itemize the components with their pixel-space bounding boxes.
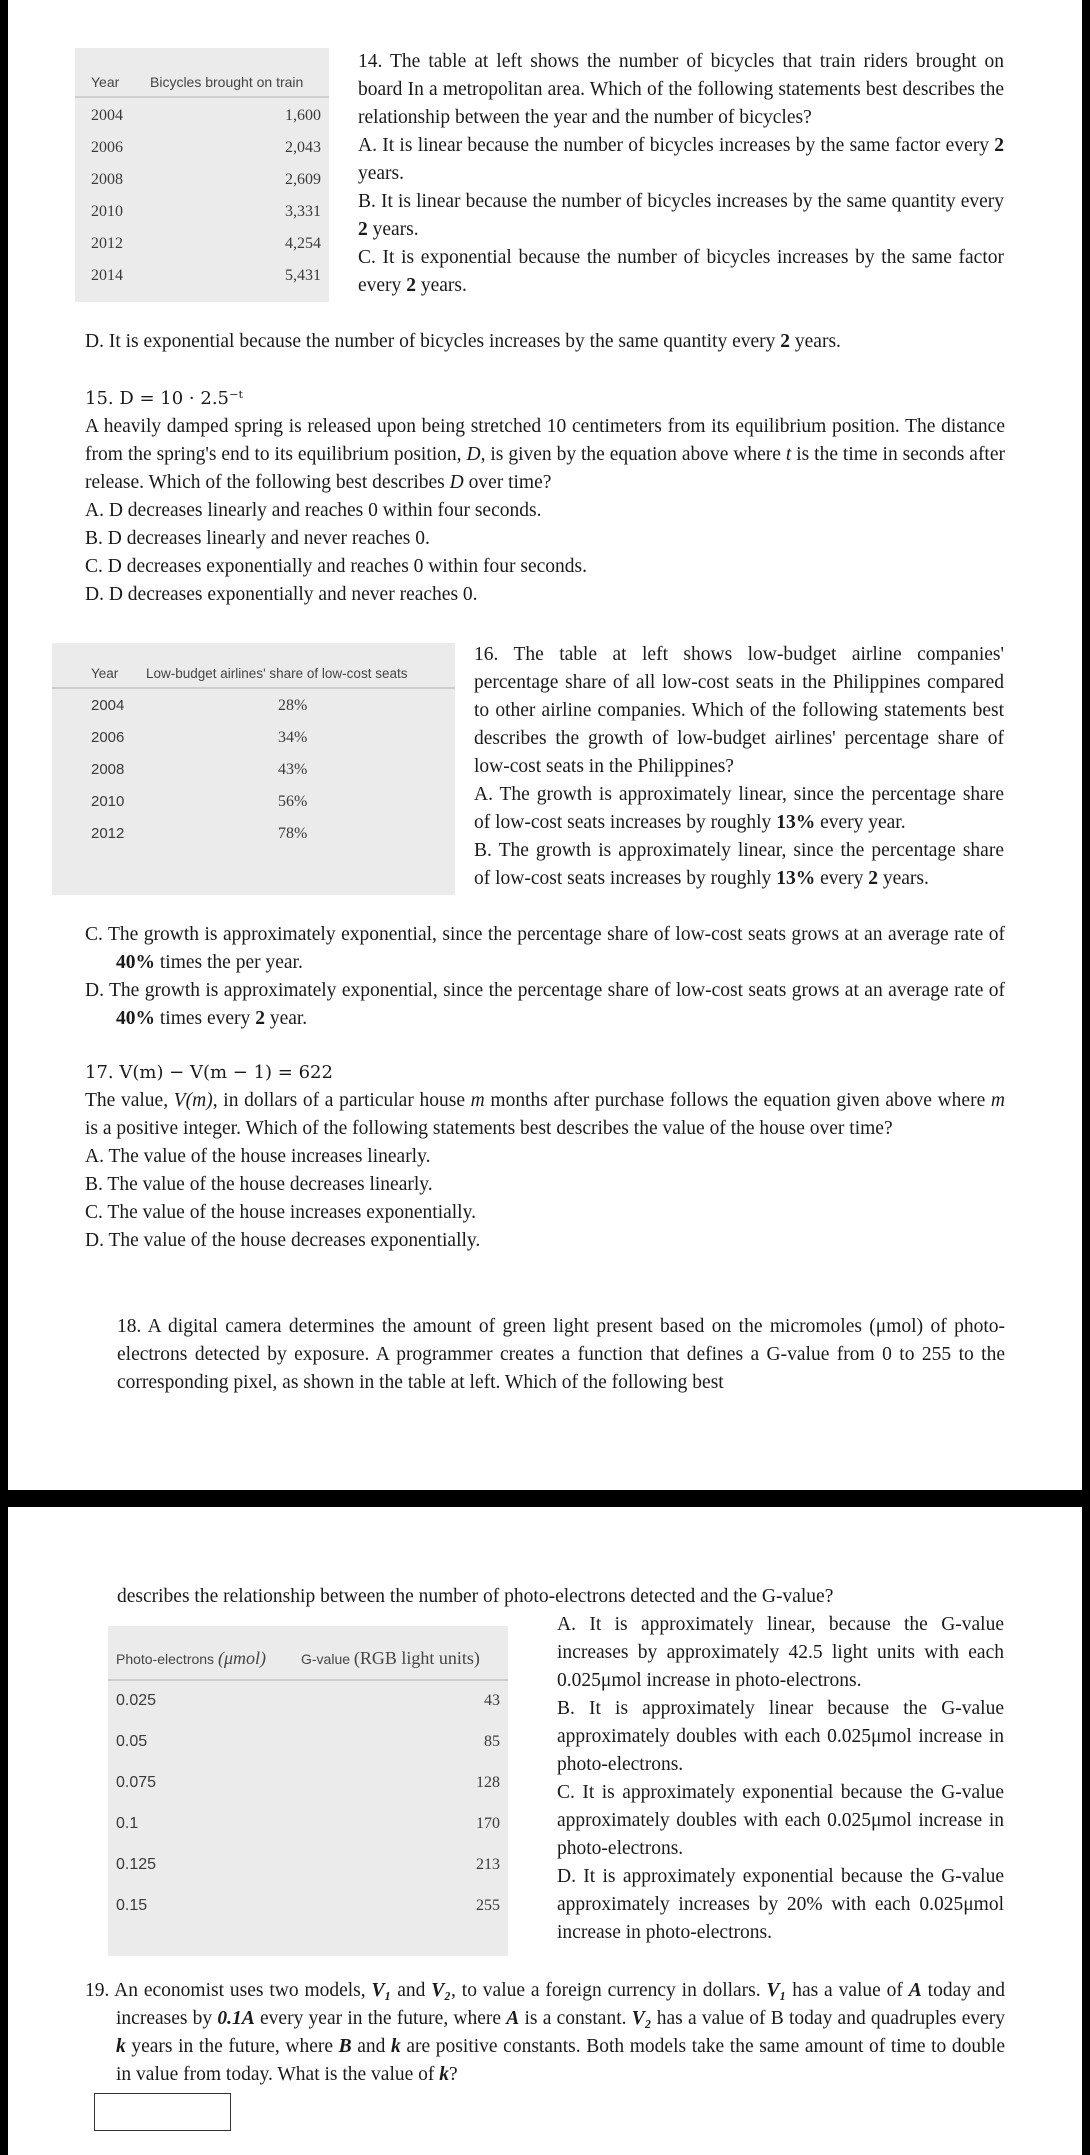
question-14 bbox=[358, 48, 1004, 300]
header-photo-electrons: Photo-electrons (μmol) bbox=[116, 1648, 266, 1668]
page-left-border bbox=[0, 0, 8, 1490]
q14-stem: 14. The table at left shows the number of bicycles that train riders brought on board In a metropolitan area. Which of the following statements best describes the relationship between the year and the number of bicycles? bbox=[358, 51, 1004, 128]
q14-choice-d: D. It is exponential because the number of bicycles increases by the same quantity every 2 years. bbox=[85, 331, 841, 352]
question-16 bbox=[474, 641, 1004, 893]
q16-choices-cd bbox=[85, 921, 1005, 1033]
q14-choice-a: A. It is linear because the number of bicycles increases by the same factor every 2 years. bbox=[358, 135, 1004, 184]
page-break bbox=[0, 1490, 1090, 1507]
photo-table-header bbox=[108, 1626, 508, 1681]
page-left-border bbox=[0, 1507, 8, 2155]
page-right-border bbox=[1082, 0, 1090, 1490]
q14-choice-b: B. It is linear because the number of bicycles increases by the same quantity every 2 years. bbox=[358, 191, 1004, 240]
bicycles-table: Year Bicycles brought on train 2004 1,600 2006 2,043 2008 2,609 2010 3,331 2012 4,254 2014 5,431 bbox=[75, 48, 329, 302]
photo-electrons-table: Photo-electrons (μmol) G-value (RGB light units) 0.025 43 0.05 85 0.075 128 0.1 170 0.125 213 0.15 255 bbox=[108, 1626, 508, 1956]
q19-stem: 19. An economist uses two models, V₁ and V₂, to value a foreign currency in dollars. V₁ has a value of A today and increases by 0.1A every year in the future, where A is a constant. V₂ has a value of B today and quadruples every k years in the future, where B and k are positive constants. Both models take the same amount of time to double in value from today. What is the value of k? bbox=[85, 1980, 1006, 2085]
q16-choice-a: A. The growth is approximately linear, since the percentage share of low-cost seats increases by roughly 13% every year. bbox=[474, 784, 1004, 833]
q18-stem: 18. A digital camera determines the amount of green light present based on the micromoles (μmol) of photo-electrons detected by exposure. A programmer creates a function that defines a G-value from 0 to 255 to the corresponding pixel, as shown in the table at left. Which of the following best bbox=[117, 1316, 1005, 1393]
airline-table-header bbox=[52, 643, 455, 689]
q17-stem: The value, V(m), in dollars of a particular house m months after purchase follows the equation given above where m is a positive integer. Which of the following statements best describes the value of the house over time? bbox=[85, 1090, 1005, 1139]
question-17 bbox=[85, 1059, 1005, 1255]
question-18-stem-part2 bbox=[117, 1583, 1005, 1611]
q18-choice-a: A. It is approximately linear, because the G-value increases by approximately 42.5 light units with each 0.025μmol increase in photo-electrons. bbox=[557, 1614, 1004, 1691]
q15-choice-b: B. D decreases linearly and never reaches 0. bbox=[85, 528, 430, 549]
q16-choice-c: C. The growth is approximately exponential, since the percentage share of low-cost seats grows at an average rate of 40% times the per year. bbox=[85, 924, 1005, 973]
q18-stem-continued: describes the relationship between the number of photo-electrons detected and the G-value? bbox=[117, 1586, 834, 1607]
q15-stem: A heavily damped spring is released upon being stretched 10 centimeters from its equilibrium position. The distance from the spring's end to its equilibrium position, D, is given by the equation above where t is the time in seconds after release. Which of the following best describes D over time? bbox=[85, 416, 1006, 493]
header-year: Year bbox=[91, 74, 120, 90]
q14-choice-d-wrap bbox=[85, 328, 1010, 356]
question-18-stem-part1 bbox=[117, 1313, 1005, 1397]
question-15 bbox=[85, 385, 1005, 609]
airline-share-table: Year Low-budget airlines' share of low-cost seats 2004 28% 2006 34% 2008 43% 2010 56% 2012 78% bbox=[52, 643, 455, 895]
q17-choice-b: B. The value of the house decreases linearly. bbox=[85, 1174, 433, 1195]
q17-choice-d: D. The value of the house decreases exponentially. bbox=[85, 1230, 481, 1251]
q16-stem: 16. The table at left shows low-budget airline companies' percentage share of all low-cost seats in the Philippines compared to other airline companies. Which of the following statements best describes the growth of low-budget airlines' percentage share of low-cost seats in the Philippines? bbox=[474, 644, 1004, 777]
page-right-border bbox=[1082, 1507, 1090, 2155]
q16-choice-b: B. The growth is approximately linear, since the percentage share of low-cost seats increases by roughly 13% every 2 years. bbox=[474, 840, 1004, 889]
header-year: Year bbox=[91, 666, 119, 681]
q15-choice-a: A. D decreases linearly and reaches 0 within four seconds. bbox=[85, 500, 542, 521]
q17-equation: 17. V(m) − V(m − 1) = 622 bbox=[85, 1062, 333, 1083]
question-18-choices bbox=[557, 1611, 1004, 1947]
worksheet-page-2 bbox=[0, 1507, 1090, 2155]
bicycles-table-header bbox=[75, 48, 329, 98]
q15-choice-c: C. D decreases exponentially and reaches 0 within four seconds. bbox=[85, 556, 587, 577]
q18-choice-b: B. It is approximately linear because the G-value approximately doubles with each 0.025μmol increase in photo-electrons. bbox=[557, 1698, 1004, 1775]
q15-choice-d: D. D decreases exponentially and never reaches 0. bbox=[85, 584, 478, 605]
q16-choice-d: D. The growth is approximately exponential, since the percentage share of low-cost seats grows at an average rate of 40% times every 2 year. bbox=[85, 980, 1005, 1029]
header-g-value: G-value (RGB light units) bbox=[301, 1648, 480, 1668]
q14-choice-c: C. It is exponential because the number of bicycles increases by the same factor every 2 years. bbox=[358, 247, 1004, 296]
q19-answer-box[interactable] bbox=[94, 2093, 231, 2131]
question-19 bbox=[85, 1977, 1005, 2089]
q17-choice-a: A. The value of the house increases linearly. bbox=[85, 1146, 431, 1167]
header-bicycles: Bicycles brought on train bbox=[150, 74, 304, 90]
header-share: Low-budget airlines' share of low-cost seats bbox=[146, 666, 408, 681]
q18-choice-d: D. It is approximately exponential because the G-value approximately increases by 20% with each 0.025μmol increase in photo-electrons. bbox=[557, 1866, 1004, 1943]
q17-choice-c: C. The value of the house increases exponentially. bbox=[85, 1202, 476, 1223]
q15-equation: 15. D = 10 · 2.5⁻ᵗ bbox=[85, 388, 243, 409]
q18-choice-c: C. It is approximately exponential because the G-value approximately doubles with each 0.025μmol increase in photo-electrons. bbox=[557, 1782, 1004, 1859]
